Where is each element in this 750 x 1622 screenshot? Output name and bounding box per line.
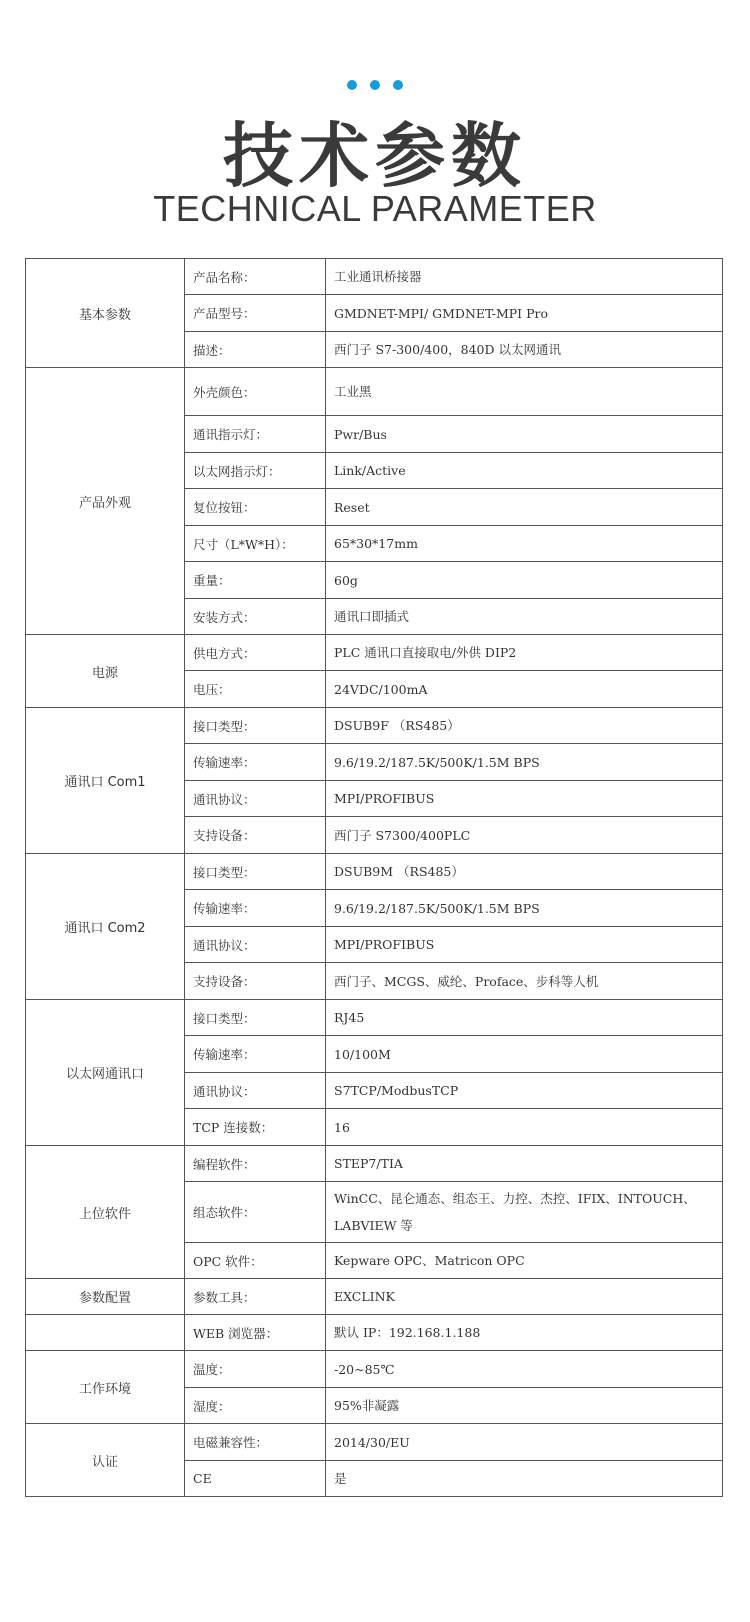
category-cell <box>26 1315 185 1351</box>
param-label: 描述： <box>185 332 326 368</box>
param-label: 支持设备： <box>185 963 326 1000</box>
param-label: 支持设备： <box>185 817 326 854</box>
param-label: 编程软件： <box>185 1146 326 1182</box>
table-row <box>26 1000 723 1036</box>
param-value: 24VDC/100mA <box>326 671 723 708</box>
param-value: -20~85℃ <box>326 1351 723 1388</box>
param-label: 通讯协议： <box>185 927 326 963</box>
category-cell: 工作环境 <box>26 1351 185 1424</box>
param-value: 是 <box>326 1461 723 1497</box>
param-label: 接口类型： <box>185 1000 326 1036</box>
param-value: Reset <box>326 489 723 526</box>
param-label: 传输速率： <box>185 1036 326 1073</box>
param-value: 65*30*17mm <box>326 526 723 562</box>
dot-icon <box>347 80 357 90</box>
param-label: 复位按钮： <box>185 489 326 526</box>
param-value: 西门子 S7300/400PLC <box>326 817 723 854</box>
table-row <box>26 635 723 671</box>
param-value: 西门子、MCGS、威纶、Proface、步科等人机 <box>326 963 723 1000</box>
param-label: 传输速率： <box>185 744 326 781</box>
decorative-dots <box>0 80 750 90</box>
param-label: TCP 连接数： <box>185 1109 326 1146</box>
table-row <box>26 1315 723 1351</box>
param-value: GMDNET-MPI/ GMDNET-MPI Pro <box>326 295 723 332</box>
param-value: 9.6/19.2/187.5K/500K/1.5M BPS <box>326 890 723 927</box>
param-label: 组态软件： <box>185 1182 326 1243</box>
param-value: DSUB9M （RS485） <box>326 854 723 890</box>
param-value: Link/Active <box>326 453 723 489</box>
param-label: 电磁兼容性： <box>185 1424 326 1461</box>
param-value: STEP7/TIA <box>326 1146 723 1182</box>
param-label: 参数工具： <box>185 1279 326 1315</box>
category-cell: 通讯口 Com2 <box>26 854 185 1000</box>
param-value: Kepware OPC、Matricon OPC <box>326 1243 723 1279</box>
spec-table <box>25 258 723 1497</box>
category-cell: 认证 <box>26 1424 185 1497</box>
table-row <box>26 1146 723 1182</box>
param-label: 安装方式： <box>185 599 326 635</box>
param-label: 尺寸（L*W*H）： <box>185 526 326 562</box>
param-value: 西门子 S7-300/400，840D 以太网通讯 <box>326 332 723 368</box>
param-label: CE <box>185 1461 326 1497</box>
table-row <box>26 1279 723 1315</box>
table-row <box>26 259 723 295</box>
param-value: WinCC、昆仑通态、组态王、力控、杰控、IFIX、INTOUCH、LABVIEW 等 <box>326 1182 723 1243</box>
param-value: 9.6/19.2/187.5K/500K/1.5M BPS <box>326 744 723 781</box>
param-value: 16 <box>326 1109 723 1146</box>
category-cell: 基本参数 <box>26 259 185 368</box>
param-label: 以太网指示灯： <box>185 453 326 489</box>
param-label: 电压： <box>185 671 326 708</box>
param-label: 产品名称： <box>185 259 326 295</box>
param-value: MPI/PROFIBUS <box>326 927 723 963</box>
param-value: MPI/PROFIBUS <box>326 781 723 817</box>
category-cell: 产品外观 <box>26 368 185 635</box>
param-value: EXCLINK <box>326 1279 723 1315</box>
param-label: 外壳颜色： <box>185 368 326 416</box>
table-row <box>26 368 723 416</box>
param-label: 传输速率： <box>185 890 326 927</box>
param-label: 接口类型： <box>185 854 326 890</box>
page-title: 技术参数 <box>223 115 527 197</box>
param-value: 工业通讯桥接器 <box>326 259 723 295</box>
param-label: 接口类型： <box>185 708 326 744</box>
param-value: 2014/30/EU <box>326 1424 723 1461</box>
param-label: 通讯指示灯： <box>185 416 326 453</box>
param-value: Pwr/Bus <box>326 416 723 453</box>
param-value: 通讯口即插式 <box>326 599 723 635</box>
table-row <box>26 1424 723 1461</box>
category-cell: 通讯口 Com1 <box>26 708 185 854</box>
category-cell: 电源 <box>26 635 185 708</box>
table-row <box>26 854 723 890</box>
param-value: 10/100M <box>326 1036 723 1073</box>
param-label: 重量： <box>185 562 326 599</box>
dot-icon <box>393 80 403 90</box>
category-cell: 以太网通讯口 <box>26 1000 185 1146</box>
param-label: 通讯协议： <box>185 781 326 817</box>
table-row <box>26 1351 723 1388</box>
param-label: 湿度： <box>185 1388 326 1424</box>
param-label: 通讯协议： <box>185 1073 326 1109</box>
param-value: 工业黑 <box>326 368 723 416</box>
param-value: S7TCP/ModbusTCP <box>326 1073 723 1109</box>
param-value: 默认 IP：192.168.1.188 <box>326 1315 723 1351</box>
param-value: PLC 通讯口直接取电/外供 DIP2 <box>326 635 723 671</box>
param-label: 产品型号： <box>185 295 326 332</box>
category-cell: 上位软件 <box>26 1146 185 1279</box>
table-row <box>26 708 723 744</box>
category-cell: 参数配置 <box>26 1279 185 1315</box>
param-value: 60g <box>326 562 723 599</box>
param-label: 供电方式： <box>185 635 326 671</box>
param-value: 95%非凝露 <box>326 1388 723 1424</box>
param-label: WEB 浏览器： <box>185 1315 326 1351</box>
param-label: OPC 软件： <box>185 1243 326 1279</box>
page-subtitle: TECHNICAL PARAMETER <box>153 188 597 229</box>
param-value: DSUB9F （RS485） <box>326 708 723 744</box>
dot-icon <box>370 80 380 90</box>
param-label: 温度： <box>185 1351 326 1388</box>
param-value: RJ45 <box>326 1000 723 1036</box>
